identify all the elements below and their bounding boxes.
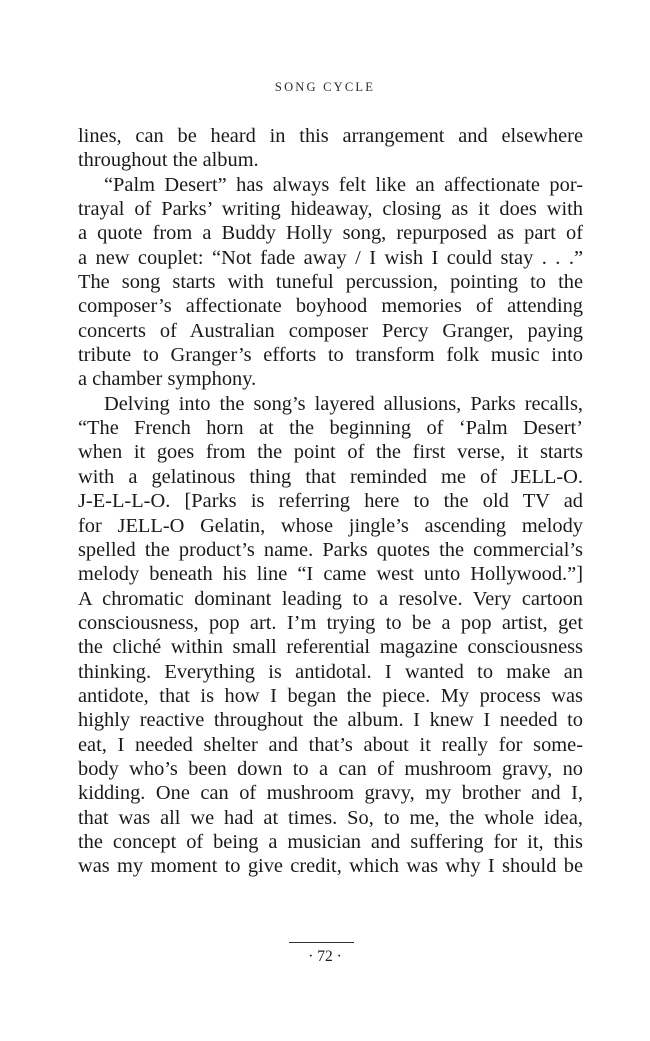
body-text: [78, 124, 583, 879]
text-line: kidding. One can of mushroom gravy, my brother and I,: [78, 782, 583, 805]
text-line: spelled the product’s name. Parks quotes the commercial’s: [78, 538, 583, 561]
text-line: the cliché within small referential magazine consciousness: [78, 636, 583, 659]
text-line: a quote from a Buddy Holly song, repurposed as part of: [78, 222, 583, 245]
text-line: that was all we had at times. So, to me, the whole idea,: [78, 806, 583, 829]
text-line: The song starts with tuneful percussion, pointing to the: [78, 271, 583, 294]
text-line: body who’s been down to a can of mushroom gravy, no: [78, 757, 583, 780]
text-line: concerts of Australian composer Percy Granger, paying: [78, 319, 583, 342]
text-line: thinking. Everything is antidotal. I wanted to make an: [78, 660, 583, 683]
text-line: was my moment to give credit, which was why I should be: [78, 855, 583, 878]
text-line: melody beneath his line “I came west unto Hollywood.”]: [78, 563, 583, 586]
text-line: for JELL-O Gelatin, whose jingle’s ascending melody: [78, 514, 583, 537]
text-line: “The French horn at the beginning of ‘Palm Desert’: [78, 417, 583, 440]
text-line: Delving into the song’s layered allusions, Parks recalls,: [104, 392, 583, 415]
text-line: composer’s affectionate boyhood memories of attending: [78, 295, 583, 318]
text-line: J-E-L-L-O. [Parks is referring here to the old TV ad: [78, 490, 583, 513]
text-line: the concept of being a musician and suffering for it, this: [78, 830, 583, 853]
text-line: eat, I needed shelter and that’s about it really for some-: [78, 733, 583, 756]
text-line: highly reactive throughout the album. I knew I needed to: [78, 709, 583, 732]
text-line: a new couplet: “Not fade away / I wish I could stay . . .”: [78, 246, 583, 269]
folio-rule: [289, 942, 354, 943]
text-line: lines, can be heard in this arrangement and elsewhere: [78, 125, 583, 147]
text-line: consciousness, pop art. I’m trying to be a pop artist, get: [78, 611, 583, 634]
text-line: when it goes from the point of the first verse, it starts: [78, 441, 583, 464]
text-line: throughout the album.: [78, 149, 259, 172]
text-line: A chromatic dominant leading to a resolve. Very cartoon: [78, 587, 583, 610]
text-line: tribute to Granger’s efforts to transform folk music into: [78, 344, 583, 367]
text-line: trayal of Parks’ writing hideaway, closing as it does with: [78, 198, 583, 221]
text-line: with a gelatinous thing that reminded me of JELL-O.: [78, 465, 583, 488]
text-line: “Palm Desert” has always felt like an affectionate por-: [104, 173, 583, 196]
text-line: antidote, that is how I began the piece. My process was: [78, 684, 583, 707]
running-head: SONG CYCLE: [274, 80, 376, 94]
page-number: · 72 ·: [308, 948, 342, 965]
text-line: a chamber symphony.: [78, 368, 257, 391]
